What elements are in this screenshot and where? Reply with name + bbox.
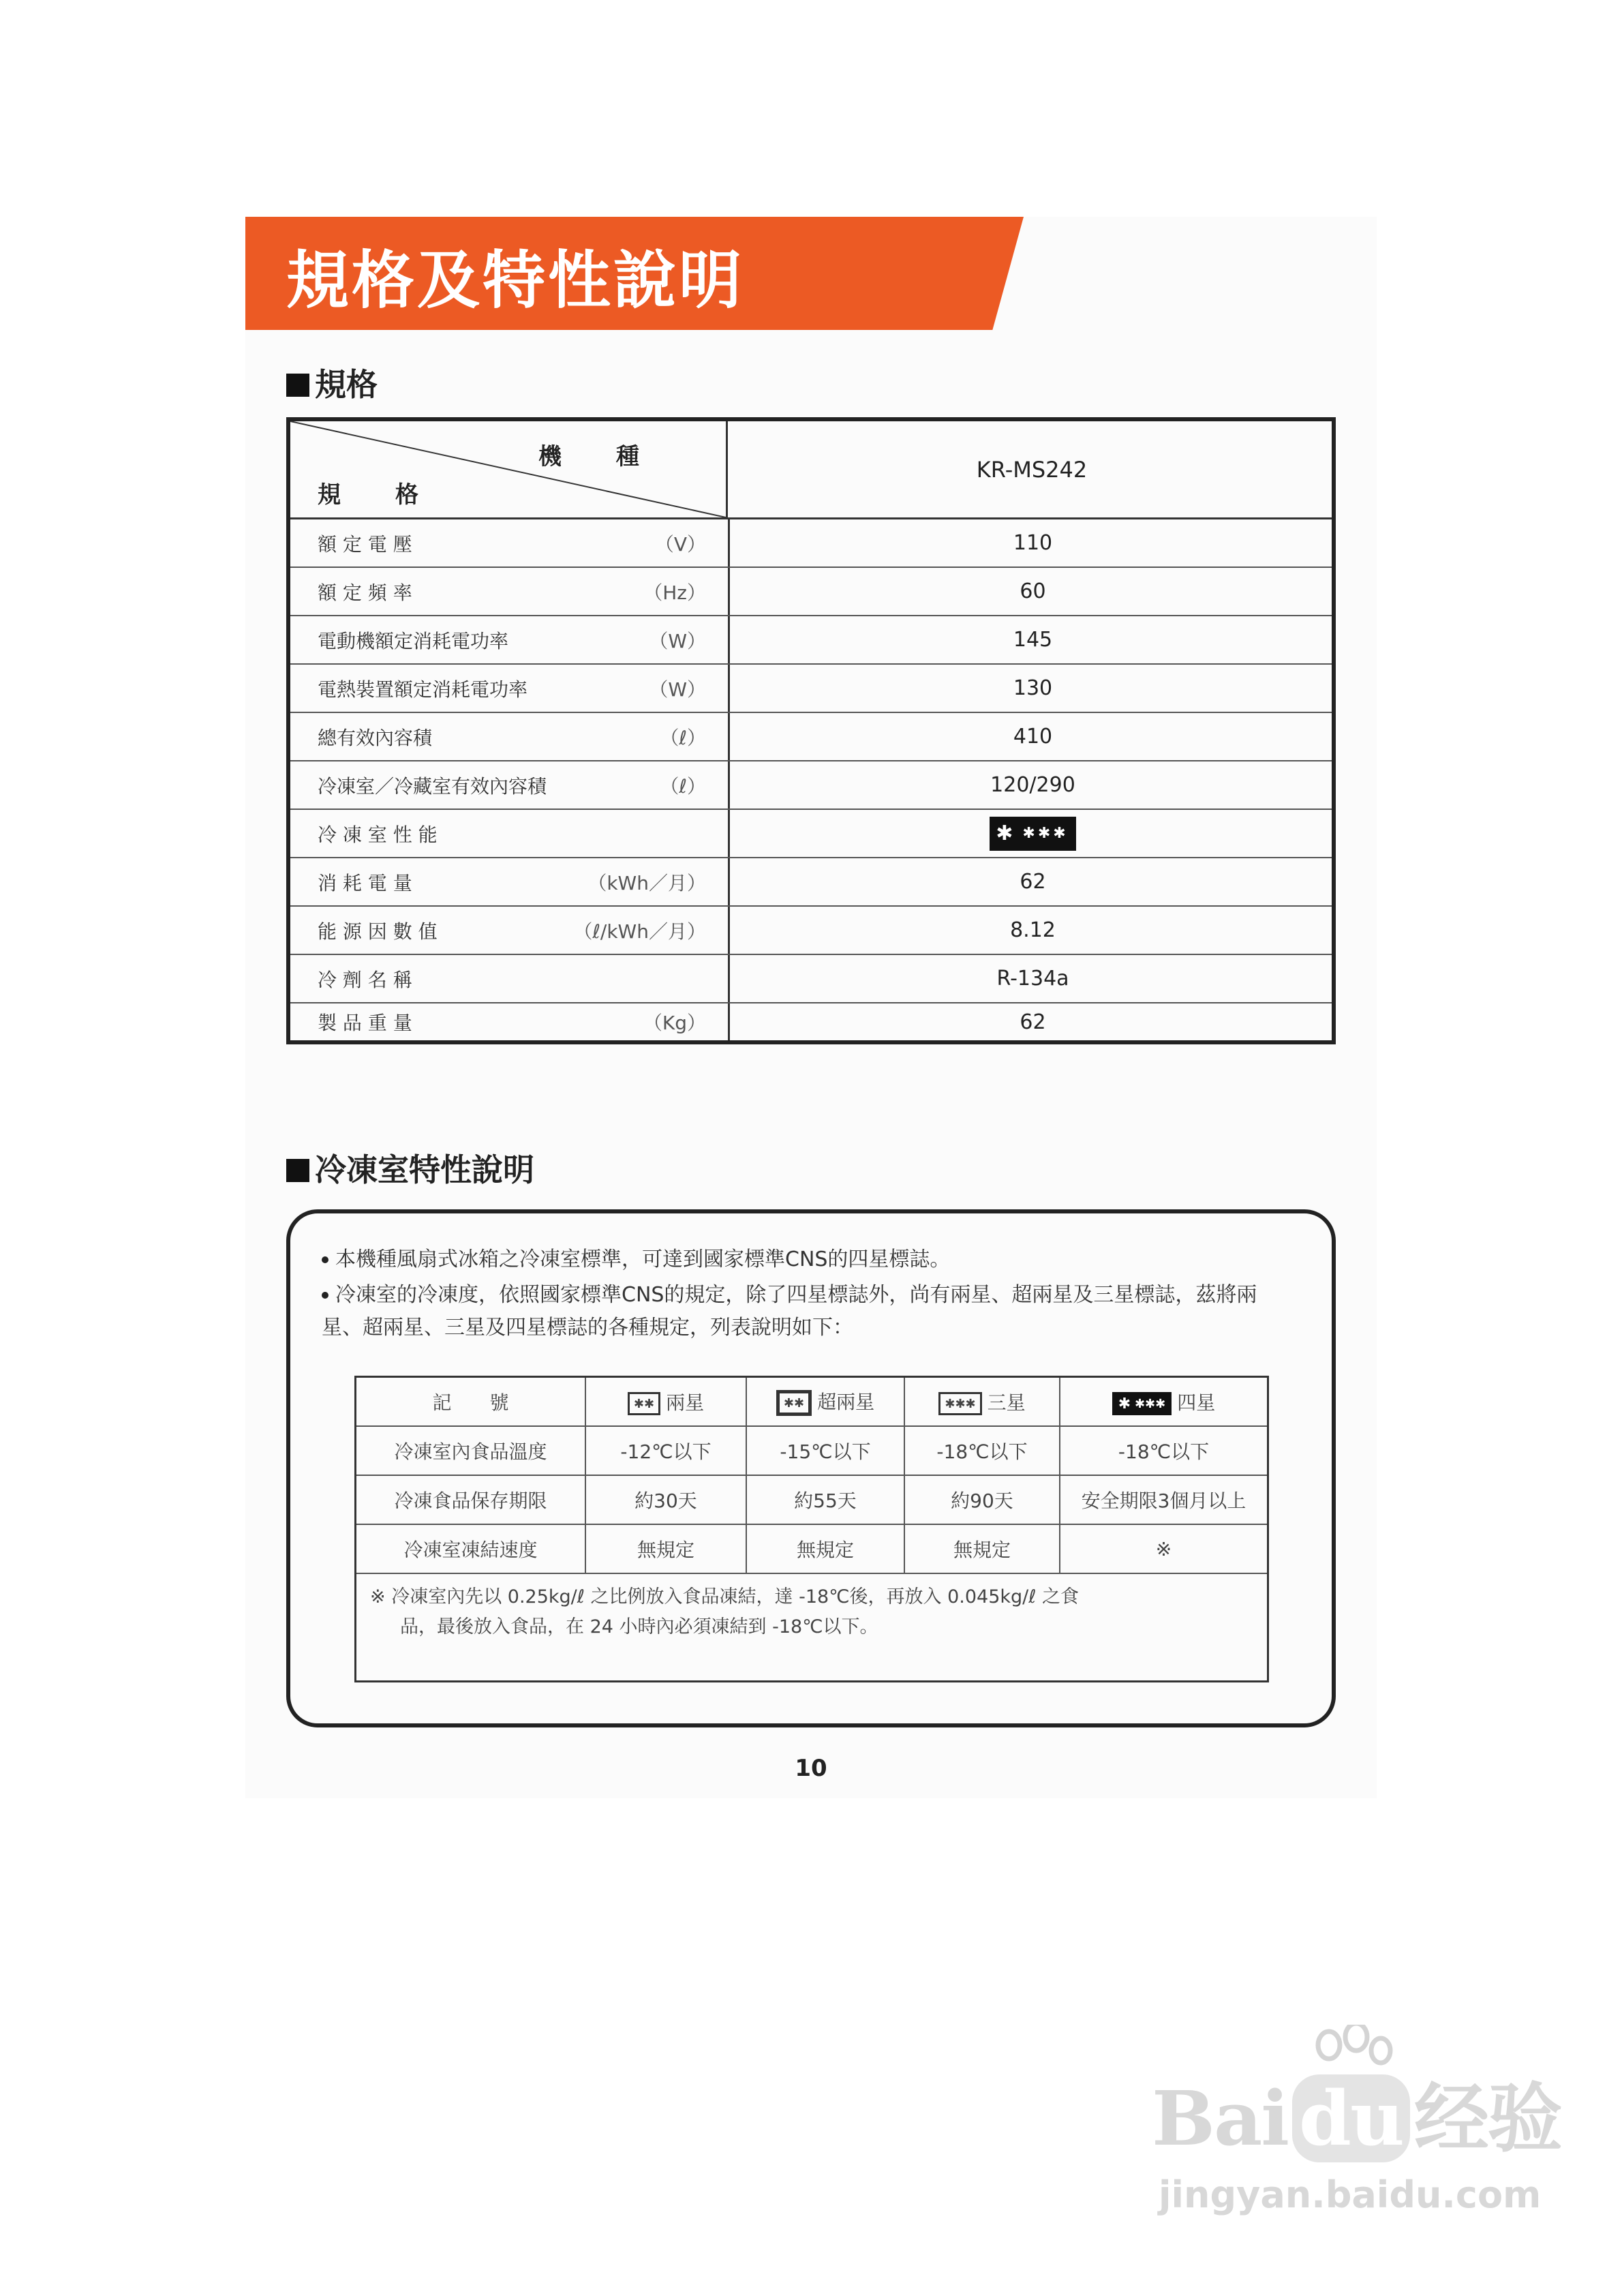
table-cell: 約90天 [904, 1475, 1060, 1524]
header-cell [1060, 1378, 1267, 1426]
spec-label: 製 品 重 量 [318, 1012, 412, 1034]
bullet-dot-icon [322, 1256, 328, 1263]
spec-row [290, 858, 1332, 907]
row-label: 冷凍室內食品溫度 [356, 1426, 585, 1475]
freezing-note [370, 1582, 1256, 1642]
spec-label: 冷 劑 名 稱 [318, 968, 412, 991]
spec-label: 能 源 因 數 值 [318, 920, 438, 943]
spec-value: 120/290 [728, 761, 1336, 809]
table-header-row [356, 1378, 1267, 1426]
header-label: 兩星 [666, 1391, 705, 1414]
spec-row [290, 955, 1332, 1003]
spec-label: 電動機額定消耗電功率 [318, 629, 509, 652]
freezer-heading-text: 冷凍室特性說明 [315, 1151, 534, 1188]
spec-value: 8.12 [728, 907, 1336, 954]
model-number: KR-MS242 [976, 456, 1088, 483]
header-cell [746, 1378, 904, 1426]
header-label: 超兩星 [817, 1391, 875, 1413]
header-label: 記 號 [432, 1391, 509, 1414]
spec-row [290, 810, 1332, 858]
spec-value: 62 [728, 858, 1336, 905]
spec-row [290, 519, 1332, 568]
watermark-brand: Bai du 经验 [1152, 2074, 1561, 2162]
note-line: ※ 冷凍室內先以 0.25kg/ℓ 之比例放入食品凍結，達 -18℃後，再放入 0.045kg/ℓ 之食 [370, 1586, 1079, 1607]
spec-table-header [290, 421, 1332, 519]
table-row [356, 1426, 1267, 1475]
table-cell: 無規定 [585, 1524, 746, 1573]
header-label: 三星 [987, 1391, 1026, 1414]
table-cell: 安全期限3個月以上 [1060, 1475, 1267, 1524]
star-rating-grid [356, 1378, 1267, 1574]
spec-value: 60 [728, 568, 1336, 615]
spec-header-corner [290, 421, 728, 517]
header-model-label: 機種 [538, 443, 694, 470]
page-number: 10 [795, 1755, 827, 1782]
square-bullet-icon [286, 1159, 309, 1182]
header-spec-label: 規格 [318, 481, 473, 509]
star-big: ✱ [996, 821, 1013, 845]
spec-value: 130 [728, 665, 1336, 712]
four-star-badge-icon [990, 817, 1075, 851]
spec-row [290, 713, 1332, 761]
four-star-icon: ✱ ✱✱✱ [1112, 1392, 1172, 1415]
table-row [356, 1524, 1267, 1573]
spec-unit: （kWh／月） [587, 871, 706, 894]
spec-unit: （ℓ/kWh／月） [573, 920, 706, 943]
spec-unit: （Kg） [643, 1012, 706, 1034]
table-cell: ※ [1060, 1524, 1267, 1573]
bullet-dot-icon [322, 1292, 328, 1299]
spec-heading [286, 360, 378, 405]
star-rating-table [354, 1376, 1269, 1682]
bullet-item [322, 1243, 1296, 1276]
star-small: ✱✱✱ [1017, 821, 1073, 847]
table-cell: 約30天 [585, 1475, 746, 1524]
spec-table [286, 417, 1336, 1044]
bullet-text: 本機種風扇式冰箱之冷凍室標準，可達到國家標準CNS的四星標誌。 [335, 1248, 951, 1271]
table-cell: 約55天 [746, 1475, 904, 1524]
bullet-text: 冷凍室的冷凍度，依照國家標準CNS的規定，除了四星標誌外，尚有兩星、超兩星及三星標誌，茲將兩星、超兩星、三星及四星標誌的各種規定，列表說明如下： [322, 1283, 1257, 1340]
spec-row [290, 907, 1332, 955]
freezer-heading [286, 1145, 534, 1190]
spec-unit: （W） [649, 629, 706, 652]
table-cell: -15℃以下 [746, 1426, 904, 1475]
super-two-star-icon: ✱✱ [776, 1390, 812, 1416]
baidu-watermark [1152, 2059, 1561, 2216]
bullet-item [322, 1279, 1296, 1344]
spec-label: 冷凍室／冷藏室有效內容積 [318, 774, 547, 798]
spec-value: 62 [728, 1003, 1336, 1040]
paw-icon [1302, 2025, 1397, 2106]
header-cell [904, 1378, 1060, 1426]
header-cell [356, 1378, 585, 1426]
spec-value: R-134a [728, 955, 1336, 1002]
table-cell: 無規定 [746, 1524, 904, 1573]
table-cell: -18℃以下 [1060, 1426, 1267, 1475]
watermark-url: jingyan.baidu.com [1159, 2173, 1542, 2216]
spec-label: 消 耗 電 量 [318, 871, 412, 894]
spec-unit: （ℓ） [660, 726, 706, 749]
table-cell: -18℃以下 [904, 1426, 1060, 1475]
row-label: 冷凍室凍結速度 [356, 1524, 585, 1573]
spec-label: 額 定 電 壓 [318, 532, 412, 556]
spec-unit: （Hz） [643, 581, 706, 604]
table-cell: 無規定 [904, 1524, 1060, 1573]
spec-row [290, 568, 1332, 616]
two-star-icon: ✱✱ [628, 1392, 660, 1415]
spec-heading-text: 規格 [315, 366, 378, 403]
spec-row [290, 761, 1332, 810]
spec-value: 110 [728, 519, 1336, 567]
spec-row [290, 616, 1332, 665]
spec-label: 電熱裝置額定消耗電功率 [318, 678, 528, 701]
page-title: 規格及特性說明 [286, 244, 745, 317]
spec-row [290, 665, 1332, 713]
spec-unit: （ℓ） [660, 774, 706, 798]
spec-label: 總有效內容積 [318, 726, 433, 749]
spec-unit: （V） [654, 532, 706, 556]
freezer-info-box [286, 1209, 1336, 1727]
note-line: 品，最後放入食品，在 24 小時內必須凍結到 -18℃以下。 [400, 1616, 878, 1637]
spec-value: 145 [728, 616, 1336, 663]
spec-label: 額 定 頻 率 [318, 581, 412, 604]
spec-row [290, 1003, 1332, 1040]
header-cell [585, 1378, 746, 1426]
square-bullet-icon [286, 374, 309, 397]
spec-unit: （W） [649, 678, 706, 701]
table-row [356, 1475, 1267, 1524]
header-label: 四星 [1177, 1391, 1216, 1414]
four-star-rating [728, 810, 1336, 857]
three-star-icon: ✱✱✱ [938, 1392, 981, 1415]
spec-value: 410 [728, 713, 1336, 760]
spec-label: 冷 凍 室 性 能 [318, 823, 438, 846]
table-cell: -12℃以下 [585, 1426, 746, 1475]
row-label: 冷凍食品保存期限 [356, 1475, 585, 1524]
